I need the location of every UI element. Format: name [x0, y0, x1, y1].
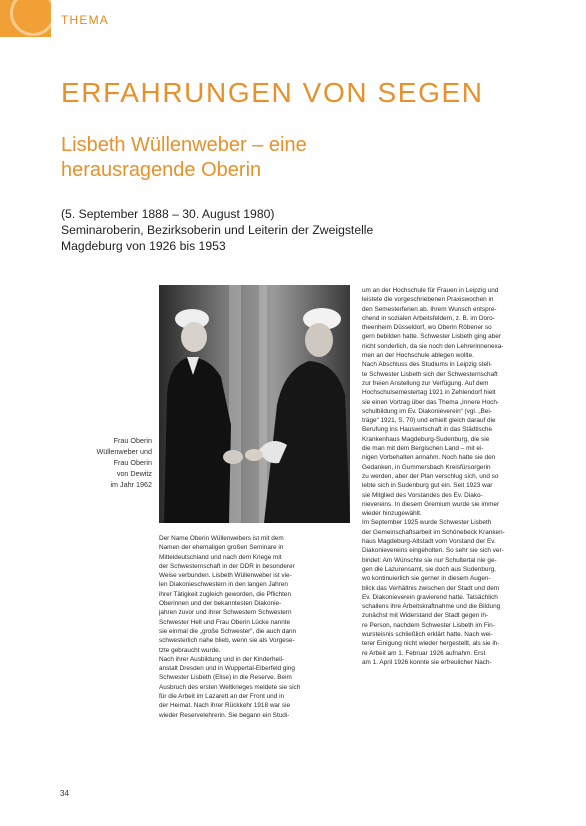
text-line: lebte sich in Sudenburg gut ein. Seit 1923 war — [362, 482, 493, 490]
subtitle-line: herausragende Oberin — [61, 159, 262, 181]
text-line: den Semesterferien ab. Ihrem Wunsch entspre- — [362, 305, 497, 313]
intro-block — [61, 206, 461, 254]
intro-line: (5. September 1888 – 30. August 1980) — [61, 207, 275, 221]
text-line: len Diakonieschwestern in den langen Jahren — [159, 581, 288, 589]
text-line: wo kontinuierlich sie gerner in diesem Augen- — [362, 575, 491, 583]
text-line: blick das Verhältnis zwischen der Stadt und dem — [362, 584, 500, 592]
text-line: wieder Reservelehrerin. Sie begann ein Studi- — [159, 711, 290, 719]
text-line: für die Arbeit im Lazarett an der Front und in — [159, 693, 285, 701]
text-line: terer Einigung nicht wieder hergestellt, als sie ih- — [362, 640, 500, 648]
text-line: Weise verbunden. Lisbeth Wüllenweber ist vie- — [159, 572, 292, 580]
caption-line: Frau Oberin — [113, 458, 152, 467]
text-line: re Person, nachdem Schwester Lisbeth im Fin- — [362, 621, 495, 629]
text-line: nievereins. In diesem Gremium wurde sie immer — [362, 500, 500, 508]
text-line: Hochschulsemestertag 1921 in Zehlendorf hielt — [362, 389, 496, 397]
text-line: jahren zuvor und ihrer Schwestern Schwestern — [159, 609, 292, 617]
text-line: Nach ihrer Ausbildung und in der Kinderheil- — [159, 655, 285, 663]
text-line: träge“ 1921, S. 70) und erhielt gleich darauf die — [362, 417, 496, 425]
text-line: schallens ihre Arbeitskraftnahme und die Bildung — [362, 603, 501, 611]
text-line: zunächst mit Widerstand der Stadt gegen ih- — [362, 612, 489, 620]
text-line: der Schwesternschaft in der DDR in besonderer — [159, 562, 295, 570]
headline: ERFAHRUNGEN VON SEGEN — [61, 77, 484, 108]
text-line: Gedanken, in Gummersbach Kreisfürsorgerin — [362, 463, 491, 471]
text-line: sie einen Vortrag über das Thema „Innere Hoch- — [362, 398, 500, 406]
text-line: haus Magdeburg-Altstadt vom Vorstand der Ev. — [362, 538, 496, 546]
text-line: schwesterlich nahe blieb, wenn sie als Vorgese- — [159, 637, 295, 645]
subtitle — [61, 133, 307, 183]
text-line: bindet: Am Wünschte sie nur Schultertal nie ge- — [362, 556, 497, 564]
text-line: Namen der ehemaligen großen Seminare in — [159, 544, 284, 552]
text-line: Ausbruch des ersten Weltkrieges meldete sie sich — [159, 683, 301, 691]
text-line: zu werden, aber der Plan verschlug sich, und so — [362, 472, 499, 480]
text-line: Nach Abschluss des Studiums in Leipzig stell- — [362, 361, 493, 369]
caption-line: Frau Oberin — [113, 436, 152, 445]
text-line: theenheim Düsseldorf, wo Oberin Röbener so — [362, 324, 492, 332]
text-line: leistete die vorgeschriebenen Praxiswochen in — [362, 296, 494, 304]
text-line: Mitteldeutschland und nach dem Kriege mit — [159, 553, 282, 561]
caption-line: Wüllenweber und — [96, 447, 152, 456]
text-line: wieder hinzugewählt. — [362, 510, 422, 518]
page-number: 34 — [60, 789, 69, 798]
text-line: Im September 1925 wurde Schwester Lisbeth — [362, 519, 492, 527]
text-line: nigen Vorbehalten annahm. Noch hatte sie den — [362, 454, 496, 462]
caption-line: im Jahr 1962 — [110, 480, 152, 489]
text-line: gen die Lazurensamt, sie doch aus Sudenburg, — [362, 565, 496, 573]
text-line: zur freien Anstellung zur Verfügung. Auf dem — [362, 379, 489, 387]
text-line: Der Name Oberin Wüllenwebers ist mit dem — [159, 535, 284, 542]
text-line: tzte gebraucht wurde. — [159, 646, 221, 654]
corner-decoration — [0, 0, 51, 37]
text-line: am 1. April 1926 konnte sie erfreulicher Nach- — [362, 658, 492, 666]
text-line: re Arbeit am 1. Februar 1926 aufnahm. Erst — [362, 649, 486, 657]
text-line: Schwester Lisbeth (Elise) in die Reserve. Beim — [159, 674, 292, 682]
right-text-column — [362, 286, 556, 667]
text-line: te Schwester Lisbeth sich der Schwesternschaft — [362, 370, 498, 378]
photo-caption — [60, 435, 152, 490]
text-line: schulbildung im Ev. Diakonieverein“ (vgl. „Bei- — [362, 407, 492, 415]
text-line: Diakonievereins eingeholten. So sehr sie sich ver- — [362, 547, 504, 555]
text-line: Schwester Hell und Frau Oberin Lücke nannte — [159, 618, 291, 626]
text-line: gern bebilden hatte. Schwester Lisbeth ging aber — [362, 333, 501, 341]
text-line: anstalt Dresden und in Wuppertal-Elberfeld ging — [159, 665, 295, 673]
text-line: sie Mitglied des Vorstandes des Ev. Diako- — [362, 491, 483, 499]
left-text-column — [159, 534, 352, 720]
photo-two-deaconesses — [159, 285, 350, 523]
text-line: um an der Hochschule für Frauen in Leipzig und — [362, 287, 499, 294]
text-line: ihrer Tätigkeit zugleich geworden, die Pflichten — [159, 590, 292, 598]
intro-line: Seminaroberin, Bezirksoberin und Leiterin der Zweigstelle — [61, 223, 374, 237]
text-line: chend in sozialen Arbeitsfeldern, z. B. im Doro- — [362, 314, 495, 322]
text-line: nicht sonderlich, da sie noch den Lehrerinnenexa- — [362, 342, 504, 350]
text-line: der Gemeinschaftsarbeit im Schönebeck Kranken- — [362, 528, 505, 536]
text-line: Ev. Diakonieverein gravierend hatte. Tatsächlich — [362, 593, 498, 601]
text-line: die man mit dem Bergischen Land – mit ei- — [362, 445, 484, 453]
swoosh-shape — [10, 0, 56, 36]
text-line: sie einmal die „große Schwester“, die auch dann — [159, 627, 297, 635]
photo-drawing — [159, 285, 350, 523]
text-line: Berufung ins Hauswirtschaft in das Städtische — [362, 426, 493, 434]
subtitle-line: Lisbeth Wüllenweber – eine — [61, 134, 307, 156]
text-line: wursteisnis schließlich erklärt hatte. Nach wei- — [362, 630, 493, 638]
text-line: Krankenhaus Magdeburg-Sudenburg, die sie — [362, 435, 490, 443]
intro-line: Magdeburg von 1926 bis 1953 — [61, 239, 226, 253]
caption-line: von Dewitz — [116, 469, 152, 478]
text-line: der Heimat. Nach ihrer Rückkehr 1918 war sie — [159, 702, 291, 710]
text-line: Oberinnen und der bekanntesten Diakonie- — [159, 600, 282, 608]
section-label: THEMA — [61, 13, 109, 27]
text-line: men an der Hochschule ablegen wollte. — [362, 352, 474, 360]
